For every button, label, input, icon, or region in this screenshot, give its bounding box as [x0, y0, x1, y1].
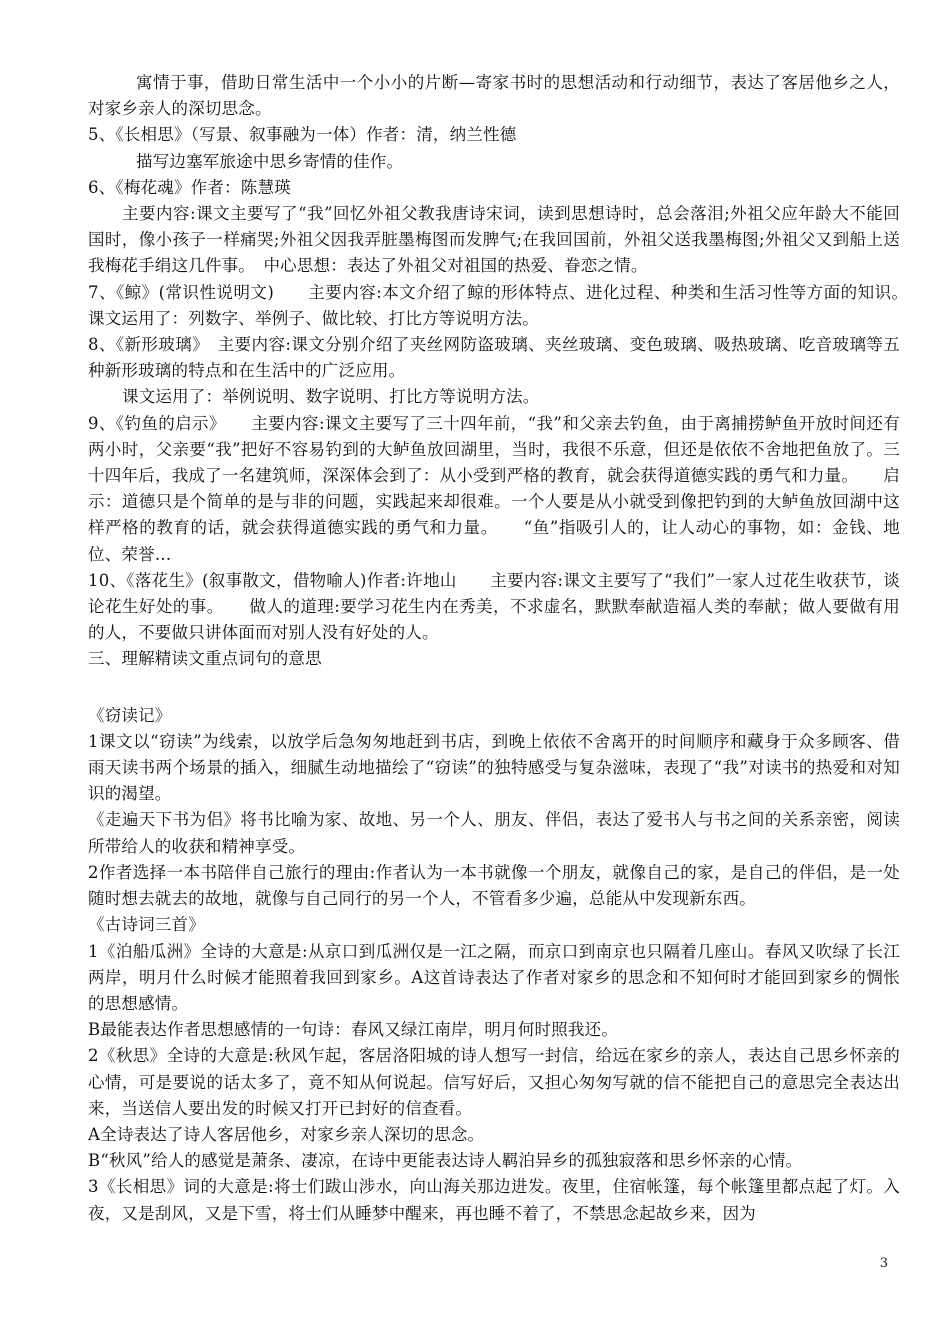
paragraph-jiashu-summary: 寓情于事，借助日常生活中一个小小的片断—寄家书时的思想活动和行动细节，表达了客居他乡之人，对家乡亲人的深切思念。 [88, 73, 900, 119]
section-heading-3: 三、理解精读文重点词句的意思 [88, 649, 322, 669]
paragraph-diaoyu-qishi: 9、《钓鱼的启示》 主要内容:课文主要写了三十四年前，“我”和父亲去钓鱼，由于离捕捞鲈鱼开放时间还有两小时，父亲要“我”把好不容易钓到的大鲈鱼放回湖里，当时，我很不乐意，但还是依依不舍地把鱼放了。三十四年后，我成了一名建筑师，深深体会到了：从小受到严格的教育，就会获得道德实践的勇气和力量。 启示：道德只是个简单的是与非的问题，实践起来却很难。一个人要是从小就受到像把钓到的大鲈鱼放回湖中这样严格的教育的话，就会获得道德实践的勇气和力量。 “鱼”指吸引人的，让人动心的事物，如：金钱、地位、荣誉… [88, 413, 900, 564]
document-body [88, 70, 934, 1227]
paragraph-bochuan-b: B最能表达作者思想感情的一句诗：春风又绿江南岸，明月何时照我还。 [88, 1020, 619, 1040]
page-number: 3 [879, 1256, 888, 1271]
paragraph-luohuasheng: 10、《落花生》(叙事散文，借物喻人)作者:许地山 主要内容:课文主要写了“我们”一家人过花生收获节，谈论花生好处的事。 做人的道理:要学习花生内在秀美，不求虚名，默默奉献造福人类的奉献；做人要做有用的人，不要做只讲体面而对别人没有好处的人。 [88, 570, 900, 643]
heading-gushici: 《古诗词三首》 [88, 915, 205, 935]
paragraph-bochuan-guazhou: 1《泊船瓜洲》全诗的大意是:从京口到瓜洲仅是一江之隔，而京口到南京也只隔着几座山。春风又吹绿了长江两岸，明月什么时候才能照着我回到家乡。A这首诗表达了作者对家乡的思念和不知何时才能回到家乡的惆怅的思想感情。 [88, 941, 900, 1013]
heading-meihuahun: 6、《梅花魂》作者：陈慧瑛 [88, 177, 291, 197]
paragraph-boli-methods: 课文运用了：举例说明、数字说明、打比方等说明方法。 [122, 387, 540, 407]
heading-changxiangsi: 5、《长相思》（写景、叙事融为一体）作者：清，纳兰性德 [88, 125, 517, 145]
blank-gap [88, 673, 900, 703]
paragraph-changxiangsi-ci: 3《长相思》词的大意是:将士们跋山涉水，向山海关那边进发。夜里，住宿帐篷，每个帐篷里都点起了灯。入夜，又是刮风，又是下雪，将士们从睡梦中醒来，再也睡不着了，不禁思念起故乡来，因为 [88, 1177, 900, 1223]
paragraph-qiusi-b: B“秋风”给人的感觉是萧条、凄凉，在诗中更能表达诗人羁泊异乡的孤独寂落和思乡怀亲的心情。 [88, 1151, 803, 1171]
paragraph-qiedu-1: 1课文以“窃读”为线索，以放学后急匆匆地赶到书店，到晚上依依不舍离开的时间顺序和藏身于众多顾客、借雨天读书两个场景的插入，细腻生动地描绘了“窃读”的独特感受与复杂滋味，表现了“我”对读书的热爱和对知识的渴望。 [88, 731, 900, 804]
paragraph-zoubian-2: 2作者选择一本书陪伴自己旅行的理由:作者认为一本书就像一个朋友，就像自己的家，是自己的伴侣，是一处随时想去就去的故地，就像与自己同行的另一个人，不管看多少遍，总能从中发现新东西。 [88, 862, 900, 909]
paragraph-qiusi-a: A全诗表达了诗人客居他乡，对家乡亲人深切的思念。 [88, 1124, 485, 1144]
heading-qiedu-ji: 《窃读记》 [88, 705, 172, 725]
paragraph-jing: 7、《鲸》(常识性说明文) 主要内容:本文介绍了鲸的形体特点、进化过程、种类和生活习性等方面的知识。 课文运用了：列数字、举例子、做比较、打比方等说明方法。 [88, 282, 934, 328]
paragraph-changxiangsi-summary: 描写边塞军旅途中思乡寄情的佳作。 [136, 151, 404, 171]
paragraph-qiusi: 2《秋思》全诗的大意是:秋风乍起，客居洛阳城的诗人想写一封信，给远在家乡的亲人，表达自己思乡怀亲的心情，可是要说的话太多了，竟不知从何说起。信写好后，又担心匆匆写就的信不能把自己的意思完全表达出来，当送信人要出发的时候又打开已封好的信查看。 [88, 1046, 900, 1118]
paragraph-xinxing-boli: 8、《新形玻璃》 主要内容:课文分别介绍了夹丝网防盗玻璃、夹丝玻璃、变色玻璃、吸热玻璃、吃音玻璃等五种新形玻璃的特点和在生活中的广泛应用。 [88, 335, 900, 381]
paragraph-zoubian-tianxia: 《走遍天下书为侣》将书比喻为家、故地、另一个人、朋友、伴侣，表达了爱书人与书之间的关系亲密，阅读所带给人的收获和精神享受。 [88, 810, 900, 856]
paragraph-meihuahun-content: 主要内容:课文主要写了“我”回忆外祖父教我唐诗宋词，读到思想诗时，总会落泪;外祖父应年龄大不能回国时，像小孩子一样痛哭;外祖父因我弄脏墨梅图而发脾气;在我回国前，外祖父送我墨梅图;外祖父又到船上送我梅花手绢这几件事。 中心思想：表达了外祖父对祖国的热爱、眷恋之情。 [88, 204, 900, 276]
